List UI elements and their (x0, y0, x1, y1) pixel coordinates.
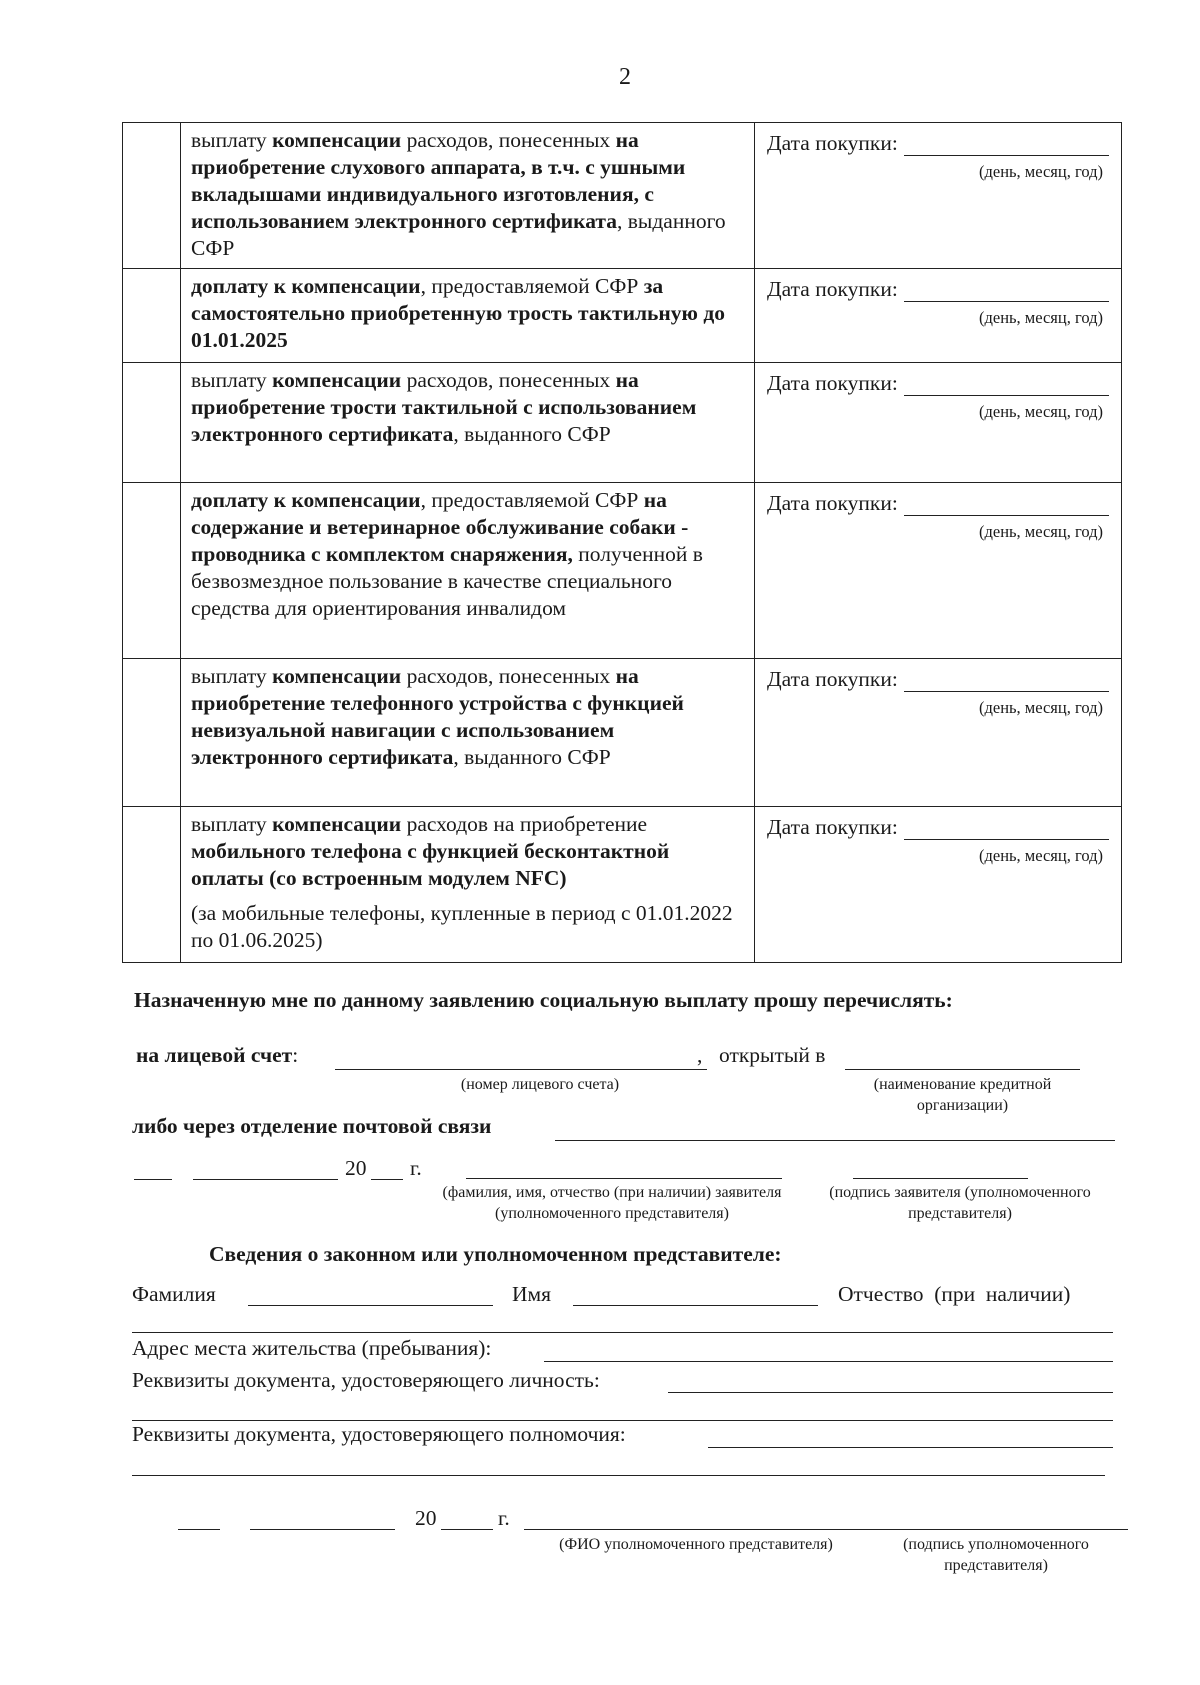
purchase-date-field[interactable] (904, 819, 1109, 840)
date-year-field[interactable] (371, 1179, 403, 1180)
address-label: Адрес места жительства (пребывания): (132, 1336, 492, 1360)
option-row (123, 807, 1122, 963)
applicant-signature-field[interactable] (853, 1178, 1028, 1179)
option-checkbox-cell[interactable] (123, 123, 181, 269)
date-day-field[interactable] (134, 1179, 172, 1180)
applicant-name-field[interactable] (466, 1178, 782, 1179)
purchase-date-hint: (день, месяц, год) (978, 698, 1103, 717)
first-name-field[interactable] (573, 1305, 818, 1306)
option-checkbox-cell[interactable] (123, 269, 181, 363)
purchase-date-label: Дата покупки: (767, 277, 898, 301)
address-field[interactable] (544, 1361, 1113, 1362)
option-description: доплату к компенсации, предоставляемой СФР на содержание и ветеринарное обслуживание собаки - проводника с комплектом снаряжения, полученной в безвозмездное пользование в качестве специального средства для ориентирования инвалидом (181, 483, 755, 659)
option-row (123, 123, 1122, 269)
purchase-date-hint: (день, месяц, год) (978, 402, 1103, 421)
account-comma: , (697, 1043, 703, 1067)
surname-label: Фамилия (132, 1282, 216, 1306)
purchase-date-hint: (день, месяц, год) (978, 162, 1103, 181)
rep-fio-hint: (ФИО уполномоченного представителя) (559, 1536, 833, 1553)
option-row (123, 659, 1122, 807)
account-label: на лицевой счет: (136, 1043, 299, 1067)
rep-date-month-field[interactable] (250, 1529, 395, 1530)
purchase-date-hint: (день, месяц, год) (978, 308, 1103, 327)
purchase-date-field[interactable] (904, 375, 1109, 396)
purchase-date-cell (755, 659, 1122, 807)
authority-document-field[interactable] (708, 1447, 1113, 1448)
applicant-signature-hint: (подпись заявителя (уполномоченного представителя) (829, 1184, 1091, 1222)
bank-hint: (наименование кредитной организации) (873, 1076, 1052, 1114)
option-checkbox-cell[interactable] (123, 659, 181, 807)
rep-signature-field[interactable] (870, 1529, 1128, 1530)
purchase-date-label: Дата покупки: (767, 491, 898, 515)
year-prefix: 20 (345, 1156, 367, 1180)
surname-field[interactable] (248, 1305, 493, 1306)
id-document-field-line2[interactable] (132, 1420, 1113, 1421)
patronymic-label: Отчество (при наличии) (838, 1282, 1071, 1306)
id-document-field[interactable] (668, 1392, 1113, 1393)
option-description: выплату компенсации расходов, понесенных на приобретение трости тактильной с использованием электронного сертификата, выданного СФР (181, 363, 755, 483)
option-description: выплату компенсации расходов на приобретение мобильного телефона с функцией бесконтактной оплаты (со встроенным модулем NFC) (за мобильные телефоны, купленные в период с 01.01.2022 по 01.06.2025) (181, 807, 755, 963)
purchase-date-field[interactable] (904, 281, 1109, 302)
rep-fio-field[interactable] (524, 1529, 870, 1530)
rep-signature-hint: (подпись уполномоченного представителя) (903, 1536, 1089, 1574)
date-month-field[interactable] (193, 1179, 338, 1180)
purchase-date-cell (755, 363, 1122, 483)
account-number-field[interactable] (335, 1069, 707, 1070)
purchase-date-hint: (день, месяц, год) (978, 522, 1103, 541)
option-description: выплату компенсации расходов, понесенных на приобретение слухового аппарата, в т.ч. с ушными вкладышами индивидуального изготовления, с использованием электронного сертификата, выданного СФР (181, 123, 755, 269)
year-suffix: г. (410, 1156, 422, 1180)
purchase-date-label: Дата покупки: (767, 131, 898, 155)
option-note: (за мобильные телефоны, купленные в период с 01.01.2022 по 01.06.2025) (191, 901, 733, 952)
account-hint: (номер лицевого счета) (460, 1076, 620, 1093)
purchase-date-cell (755, 483, 1122, 659)
payment-heading: Назначенную мне по данному заявлению социальную выплату прошу перечислять: (134, 988, 953, 1012)
representative-heading: Сведения о законном или уполномоченном представителе: (209, 1242, 782, 1266)
option-checkbox-cell[interactable] (123, 363, 181, 483)
rep-date-year-field[interactable] (441, 1529, 493, 1530)
option-row (123, 363, 1122, 483)
page-number: 2 (619, 64, 631, 90)
patronymic-field[interactable] (132, 1332, 1113, 1333)
option-description: выплату компенсации расходов, понесенных на приобретение телефонного устройства с функцией невизуальной навигации с использованием электронного сертификата, выданного СФР (181, 659, 755, 807)
rep-date-day-field[interactable] (178, 1529, 220, 1530)
id-document-label: Реквизиты документа, удостоверяющего личность: (132, 1368, 600, 1392)
purchase-date-cell (755, 269, 1122, 363)
rep-year-suffix: г. (498, 1506, 510, 1530)
option-row (123, 269, 1122, 363)
bank-name-field[interactable] (845, 1069, 1080, 1070)
options-table (122, 122, 1122, 963)
authority-document-field-line2[interactable] (132, 1475, 1105, 1476)
purchase-date-field[interactable] (904, 671, 1109, 692)
authority-document-label: Реквизиты документа, удостоверяющего полномочия: (132, 1422, 626, 1446)
applicant-name-hint: (фамилия, имя, отчество (при наличии) заявителя (уполномоченного представителя) (442, 1184, 782, 1222)
rep-year-prefix: 20 (415, 1506, 437, 1530)
purchase-date-field[interactable] (904, 495, 1109, 516)
purchase-date-field[interactable] (904, 135, 1109, 156)
option-row (123, 483, 1122, 659)
opened-in-label: открытый в (719, 1043, 826, 1067)
purchase-date-label: Дата покупки: (767, 667, 898, 691)
purchase-date-hint: (день, месяц, год) (978, 846, 1103, 865)
first-name-label: Имя (512, 1282, 552, 1306)
purchase-date-cell (755, 123, 1122, 269)
option-checkbox-cell[interactable] (123, 807, 181, 963)
option-description: доплату к компенсации, предоставляемой СФР за самостоятельно приобретенную трость тактильную до 01.01.2025 (181, 269, 755, 363)
post-office-field[interactable] (555, 1140, 1115, 1141)
purchase-date-label: Дата покупки: (767, 371, 898, 395)
purchase-date-cell (755, 807, 1122, 963)
purchase-date-label: Дата покупки: (767, 815, 898, 839)
post-office-label: либо через отделение почтовой связи (132, 1114, 492, 1138)
option-checkbox-cell[interactable] (123, 483, 181, 659)
